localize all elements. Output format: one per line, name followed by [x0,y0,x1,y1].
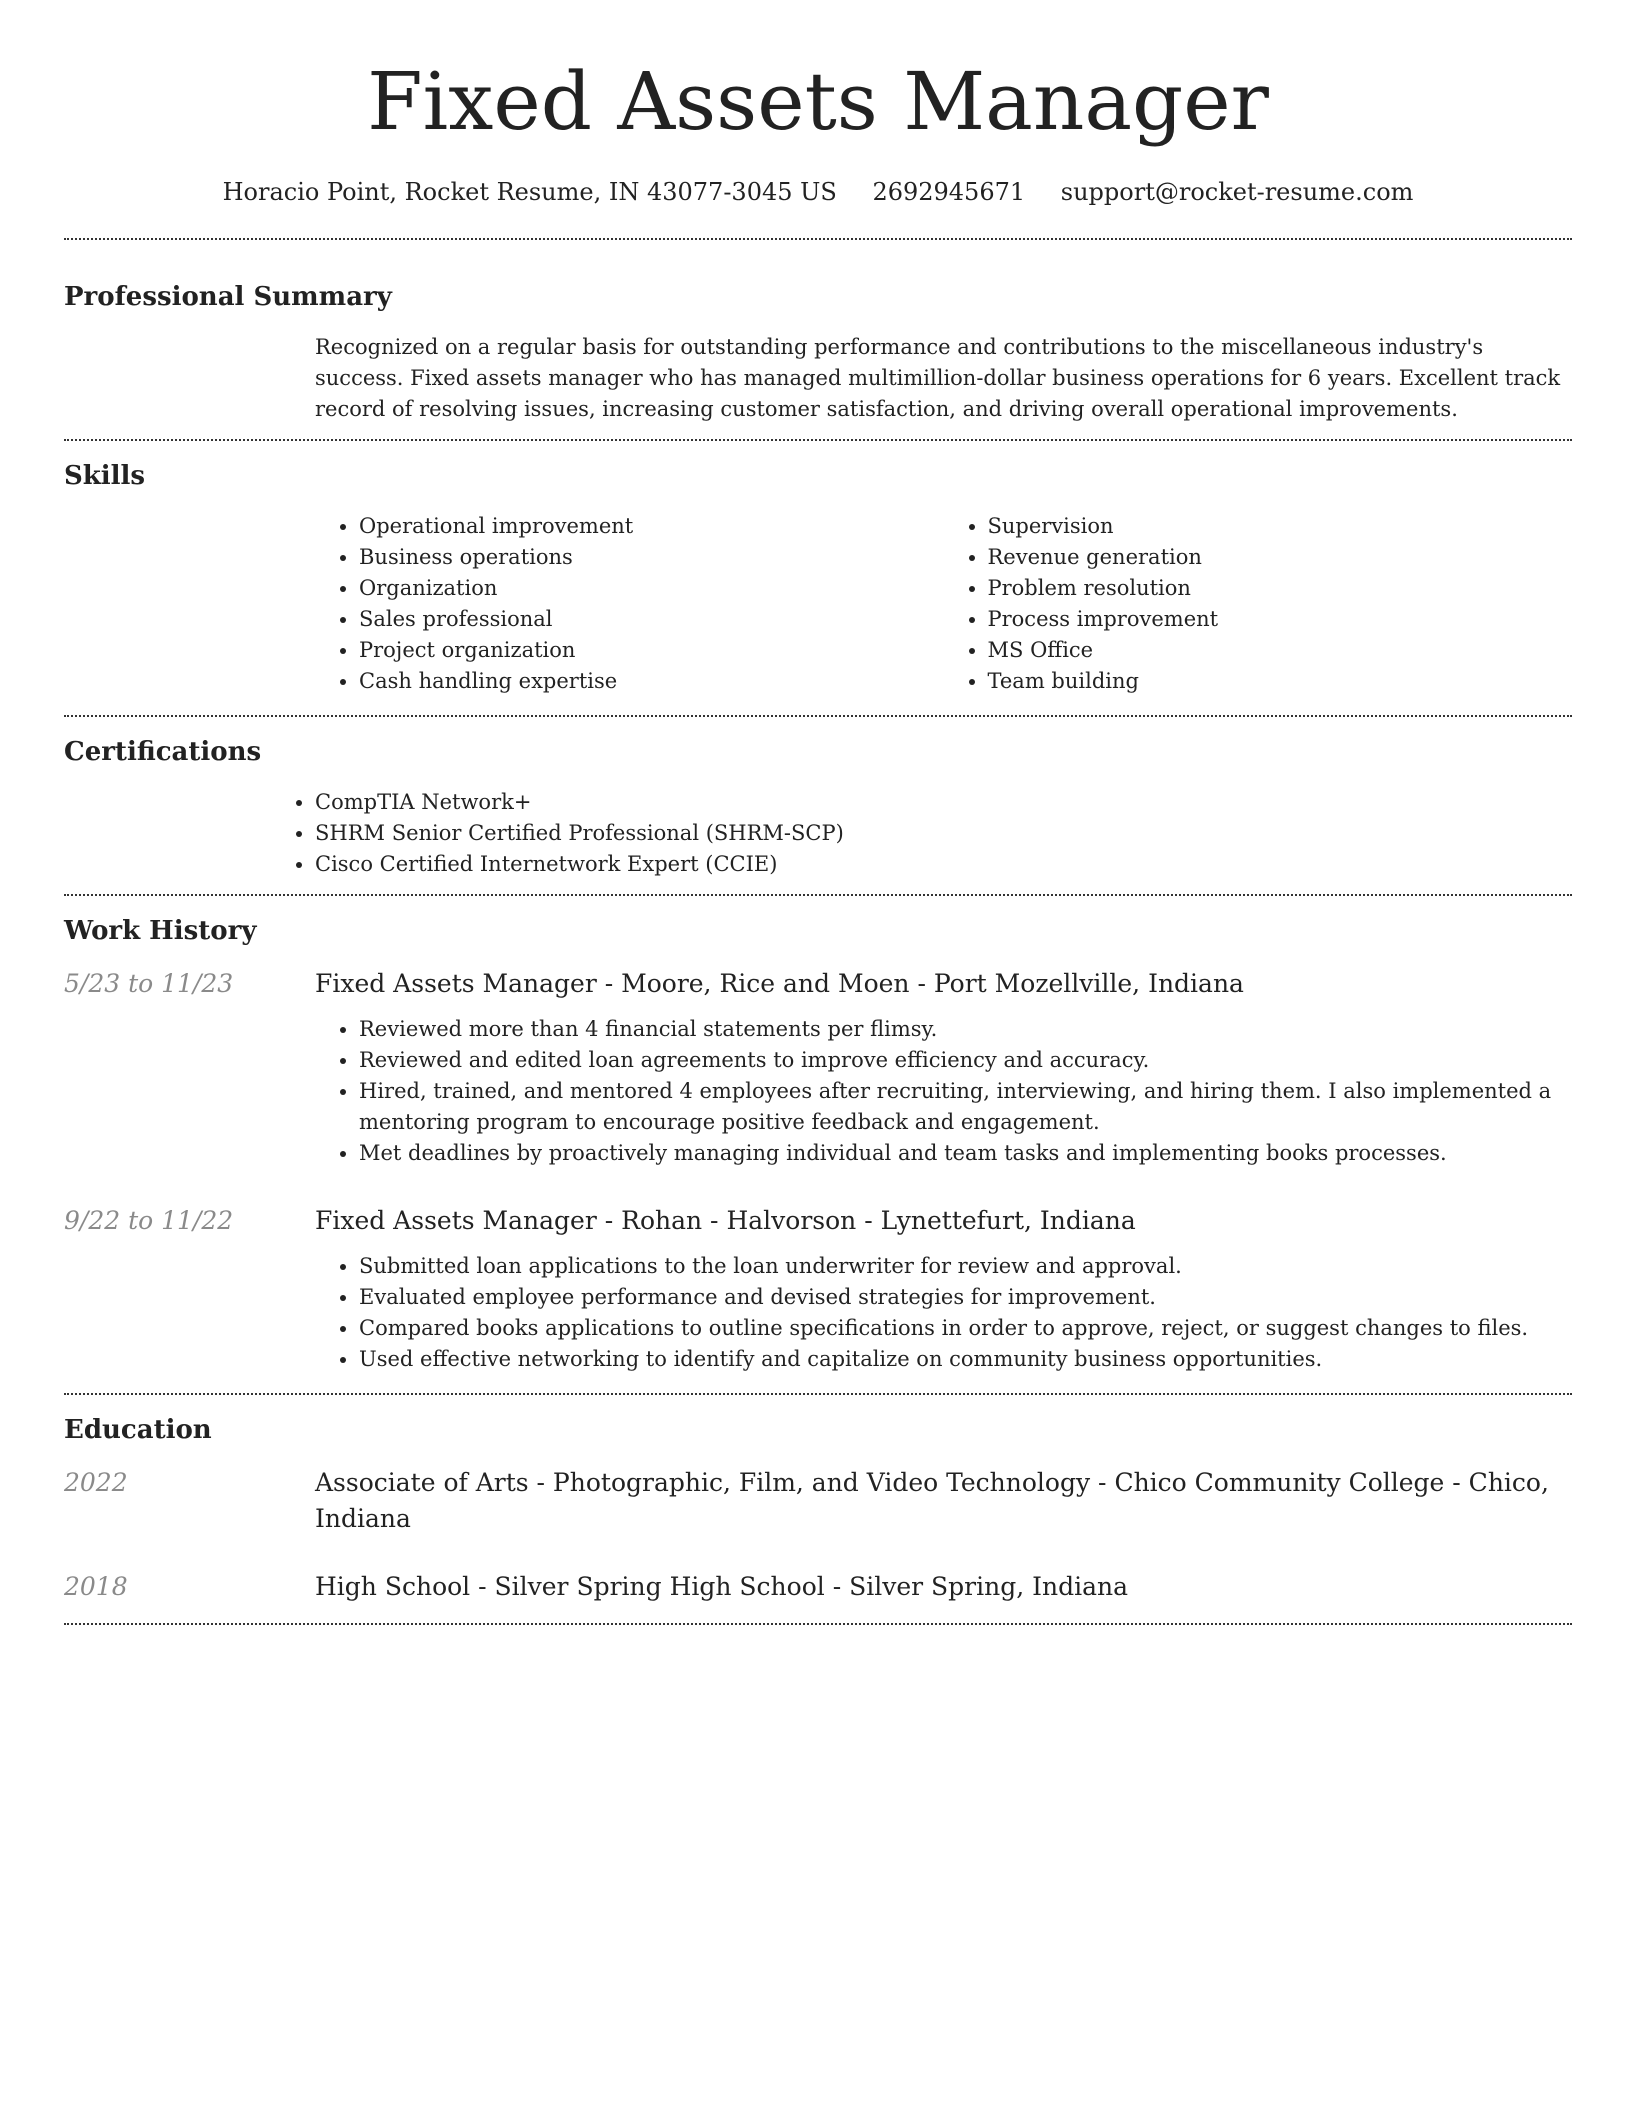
work-section [64,896,1572,1393]
list-item: • Process improvement [988,604,1573,635]
list-item: • Hired, trained, and mentored 4 employees after recruiting, interviewing, and hiring them. I also implemented a mentoring program to encourage positive feedback and engagement. [359,1076,1572,1138]
certifications-section [64,717,1572,894]
list-item: • CompTIA Network+ [315,787,1572,818]
list-item: • Reviewed more than 4 financial statements per flimsy. [359,1014,1572,1045]
certifications-list [315,769,1572,894]
skills-list-left [315,511,944,697]
list-item: • Reviewed and edited loan agreements to improve efficiency and accuracy. [359,1045,1572,1076]
list-item: • Project organization [359,635,944,666]
list-item: • Used effective networking to identify and capitalize on community business opportunities. [359,1344,1572,1375]
education-heading: Education [64,1415,212,1445]
resume-page [64,0,1572,1625]
list-item: • SHRM Senior Certified Professional (SHRM-SCP) [315,818,1572,849]
entry-date: 9/22 to 11/22 [64,1206,234,1235]
entry-heading: Fixed Assets Manager - Moore, Rice and Moen - Port Mozellville, Indiana [315,969,1244,998]
list-item: • Operational improvement [359,511,944,542]
education-section [64,1395,1572,1623]
education-entry [64,1569,1572,1605]
list-item: • Revenue generation [988,542,1573,573]
entry-bullets [315,1239,1572,1375]
education-entry [64,1465,1572,1537]
certifications-heading: Certifications [64,737,262,767]
contact-address: Horacio Point, Rocket Resume, IN 43077-3045 US [222,178,837,206]
list-item: • Business operations [359,542,944,573]
contact-email: support@rocket-resume.com [1060,178,1414,206]
entry-bullets [315,1002,1572,1169]
list-item: • Met deadlines by proactively managing individual and team tasks and implementing books processes. [359,1138,1572,1169]
list-item: • Team building [988,666,1573,697]
summary-text: Recognized on a regular basis for outstanding performance and contributions to the miscellaneous industry's success. Fixed assets manager who has managed multimillion-dollar business operations for 6 years. Excellent track record of resolving issues, increasing customer satisfaction, and driving overall operational improvements. [315,335,1561,421]
work-entry [64,966,1572,1169]
work-entry [64,1203,1572,1375]
divider [64,1623,1572,1625]
list-item: • Evaluated employee performance and devised strategies for improvement. [359,1282,1572,1313]
list-item: • MS Office [988,635,1573,666]
skills-section [64,441,1572,715]
list-item: • Sales professional [359,604,944,635]
list-item: • Supervision [988,511,1573,542]
contact-phone: 2692945671 [872,178,1026,206]
list-item: • Organization [359,573,944,604]
contact-line [64,176,1572,208]
entry-date: 2022 [64,1468,128,1497]
page-title: Fixed Assets Manager [367,55,1269,148]
summary-section [64,240,1572,439]
list-item: • Submitted loan applications to the loan underwriter for review and approval. [359,1251,1572,1282]
entry-date: 2018 [64,1572,128,1601]
entry-heading: Associate of Arts - Photographic, Film, and Video Technology - Chico Community College - Chico, Indiana [315,1468,1549,1533]
list-item: • Compared books applications to outline specifications in order to approve, reject, or suggest changes to files. [359,1313,1572,1344]
list-item: • Cash handling expertise [359,666,944,697]
work-heading: Work History [64,916,257,946]
summary-heading: Professional Summary [64,282,392,312]
entry-heading: Fixed Assets Manager - Rohan - Halvorson - Lynettefurt, Indiana [315,1206,1136,1235]
list-item: • Cisco Certified Internetwork Expert (CCIE) [315,849,1572,880]
entry-date: 5/23 to 11/23 [64,969,234,998]
entry-heading: High School - Silver Spring High School - Silver Spring, Indiana [315,1572,1128,1601]
skills-list-right [944,511,1573,697]
list-item: • Problem resolution [988,573,1573,604]
skills-heading: Skills [64,461,146,491]
